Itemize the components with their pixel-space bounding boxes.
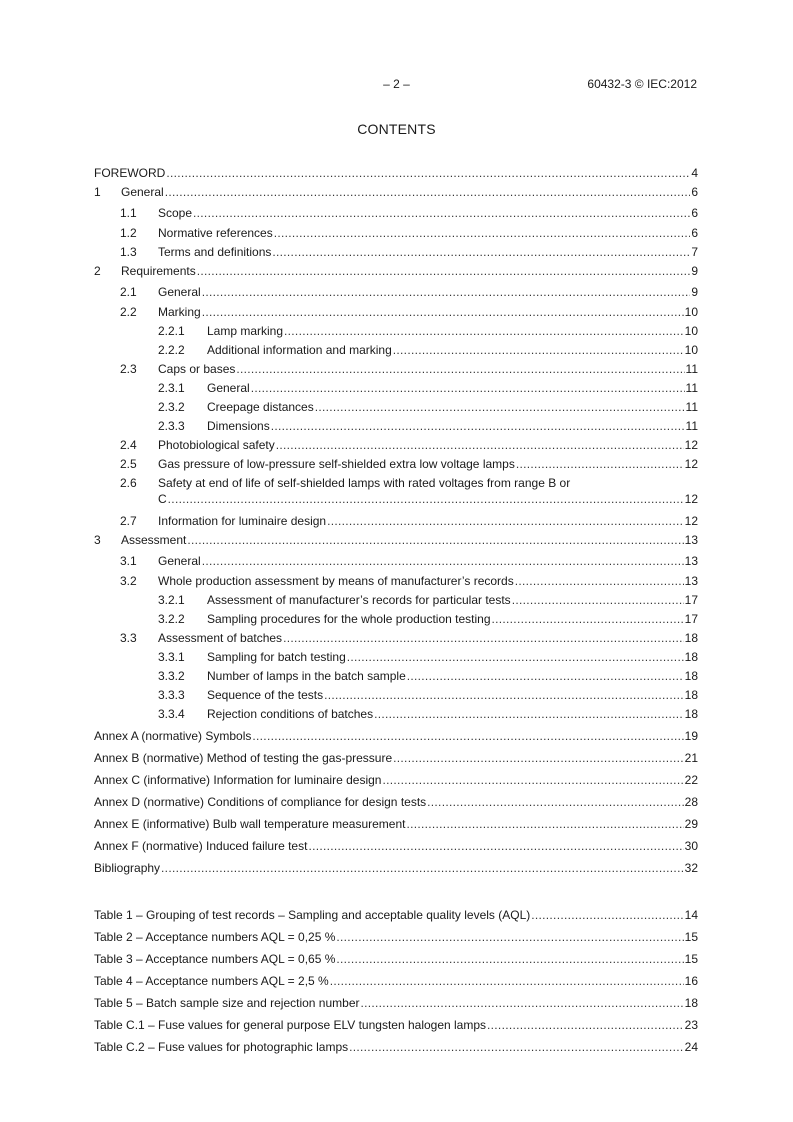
dot-leader <box>512 591 684 610</box>
toc-entry-number: 2.6 <box>120 476 137 490</box>
dot-leader <box>252 725 683 747</box>
toc-entry-text: General <box>158 554 201 568</box>
toc-entry-page: 12 <box>684 457 698 471</box>
dot-leader <box>330 970 684 992</box>
toc-entry-number: 3.2 <box>120 574 137 588</box>
toc-entry-number: 3.3.4 <box>158 707 185 721</box>
dot-leader <box>349 1036 684 1058</box>
toc-entry-page: 21 <box>684 751 698 765</box>
toc-entry-page: 11 <box>685 381 698 395</box>
toc-entry-text: Assessment <box>121 533 187 547</box>
table-entry-page: 23 <box>684 1018 698 1032</box>
toc-entry-page: 18 <box>684 707 698 721</box>
toc-entry-page: 12 <box>684 514 698 528</box>
table-entry-page: 16 <box>684 974 698 988</box>
toc-entry-text: Annex F (normative) Induced failure test <box>94 839 308 853</box>
toc-entry-page: 7 <box>691 245 698 259</box>
table-of-contents <box>94 164 698 879</box>
toc-entry-page: 9 <box>691 264 698 278</box>
dot-leader <box>393 747 683 769</box>
toc-entry-page: 6 <box>691 185 698 199</box>
toc-entry-number: 1.1 <box>120 206 137 220</box>
toc-entry-number: 3.3.1 <box>158 650 185 664</box>
toc-entry[interactable] <box>94 204 698 224</box>
toc-entry-page: 4 <box>691 166 698 180</box>
toc-entry-text: Dimensions <box>207 419 270 433</box>
dot-leader <box>202 283 691 302</box>
toc-entry[interactable] <box>94 379 698 398</box>
toc-entry-page: 30 <box>684 839 698 853</box>
table-entry-page: 18 <box>684 996 698 1010</box>
toc-entry-number: 2.3.2 <box>158 400 185 414</box>
dot-leader <box>487 1014 684 1036</box>
toc-entry-text: Bibliography <box>94 861 161 875</box>
table-entry-page: 15 <box>684 930 698 944</box>
table-entry-page: 15 <box>684 952 698 966</box>
toc-entry-page: 6 <box>691 226 698 240</box>
toc-entry-text: General <box>158 285 201 299</box>
toc-entry-number: 3.3.3 <box>158 688 185 702</box>
dot-leader <box>315 398 685 417</box>
toc-entry-page: 18 <box>684 631 698 645</box>
table-entry-text: Table 4 – Acceptance numbers AQL = 2,5 % <box>94 974 329 988</box>
toc-entry[interactable] <box>94 243 698 262</box>
toc-entry-text: Annex D (normative) Conditions of compliance for design tests <box>94 795 427 809</box>
toc-entry-text: Creepage distances <box>207 400 314 414</box>
toc-entry-text: Additional information and marking <box>207 343 392 357</box>
toc-entry-text: Annex E (informative) Bulb wall temperature measurement <box>94 817 406 831</box>
toc-entry-page: 13 <box>684 554 698 568</box>
dot-leader <box>406 813 683 835</box>
toc-entry-multiline[interactable] <box>94 474 698 512</box>
toc-entry-page: 17 <box>684 593 698 607</box>
page-number: – 2 – <box>383 77 410 91</box>
toc-entry[interactable] <box>94 224 698 243</box>
toc-entry-text: Sampling for batch testing <box>207 650 346 664</box>
toc-entry-number: 3 <box>94 533 101 547</box>
toc-entry-text: Assessment of manufacturer’s records for particular tests <box>207 593 511 607</box>
toc-entry-number: 2.2 <box>120 305 137 319</box>
toc-entry[interactable] <box>94 341 698 360</box>
toc-entry-page: 18 <box>684 669 698 683</box>
toc-entry-annex[interactable] <box>94 835 698 857</box>
toc-entry-annex[interactable] <box>94 725 698 747</box>
toc-entry[interactable] <box>94 572 698 591</box>
dot-leader <box>324 686 684 705</box>
toc-entry[interactable] <box>94 705 698 724</box>
toc-entry-annex[interactable] <box>94 813 698 835</box>
toc-entry-text: Safety at end of life of self-shielded lamps with rated voltages from range B or <box>158 476 571 490</box>
dot-leader <box>492 610 684 629</box>
toc-entry-annex[interactable] <box>94 769 698 791</box>
toc-entry-text: Marking <box>158 305 201 319</box>
toc-entry-bibliography[interactable] <box>94 857 698 879</box>
page-title: CONTENTS <box>357 121 436 137</box>
toc-entry-text: Caps or bases <box>158 362 236 376</box>
toc-entry-page: 17 <box>684 612 698 626</box>
toc-entry-number: 2.7 <box>120 514 137 528</box>
toc-entry[interactable] <box>94 512 698 531</box>
list-of-tables <box>94 904 698 1058</box>
toc-entry-page: 11 <box>685 419 698 433</box>
dot-leader <box>516 455 684 474</box>
dot-leader <box>283 629 684 648</box>
toc-entry[interactable] <box>94 360 698 379</box>
toc-entry-page: 10 <box>684 343 698 357</box>
table-list-entry[interactable] <box>94 1014 698 1036</box>
dot-leader <box>407 667 684 686</box>
dot-leader <box>336 926 683 948</box>
dot-leader <box>382 769 683 791</box>
dot-leader <box>187 531 683 550</box>
dot-leader <box>236 360 684 379</box>
toc-entry-annex[interactable] <box>94 747 698 769</box>
table-list-entry[interactable] <box>94 992 698 1014</box>
toc-entry-page: 32 <box>684 861 698 875</box>
toc-entry-number: 1.3 <box>120 245 137 259</box>
dot-leader <box>327 512 684 531</box>
toc-entry-text: Terms and definitions <box>158 245 272 259</box>
toc-entry-text: Lamp marking <box>207 324 284 338</box>
document-reference: 60432-3 © IEC:2012 <box>587 77 697 91</box>
dot-leader <box>197 262 691 281</box>
toc-entry-number: 2.3 <box>120 362 137 376</box>
toc-entry-page: 29 <box>684 817 698 831</box>
toc-entry[interactable] <box>94 303 698 322</box>
toc-entry-text: Gas pressure of low-pressure self-shielded extra low voltage lamps <box>158 457 515 471</box>
toc-entry[interactable] <box>94 629 698 648</box>
toc-entry-text: Normative references <box>158 226 273 240</box>
toc-entry-foreword[interactable] <box>94 164 698 183</box>
dot-leader <box>427 791 683 813</box>
dot-leader <box>360 992 683 1014</box>
toc-entry-text: Scope <box>158 206 193 220</box>
toc-entry-page: 18 <box>684 688 698 702</box>
dot-leader <box>271 417 685 436</box>
dot-leader <box>251 379 685 398</box>
toc-entry-annex[interactable] <box>94 791 698 813</box>
table-list-entry[interactable] <box>94 926 698 948</box>
toc-entry-number: 3.1 <box>120 554 137 568</box>
toc-entry[interactable] <box>94 322 698 341</box>
toc-entry[interactable] <box>94 262 698 283</box>
toc-entry-text: Number of lamps in the batch sample <box>207 669 406 683</box>
table-entry-text: Table C.2 – Fuse values for photographic lamps <box>94 1040 349 1054</box>
toc-entry[interactable] <box>94 436 698 455</box>
toc-entry-number: 2.5 <box>120 457 137 471</box>
dot-leader <box>531 904 683 926</box>
toc-entry-page: 9 <box>691 285 698 299</box>
toc-entry-text: Sampling procedures for the whole production testing <box>207 612 491 626</box>
toc-entry-number: 2.2.1 <box>158 324 185 338</box>
toc-entry[interactable] <box>94 648 698 667</box>
dot-leader <box>284 322 684 341</box>
toc-entry-text: Information for luminaire design <box>158 514 327 528</box>
table-list-entry[interactable] <box>94 970 698 992</box>
toc-entry-text: Annex A (normative) Symbols <box>94 729 252 743</box>
dot-leader <box>336 948 683 970</box>
toc-entry[interactable] <box>94 417 698 436</box>
toc-entry-number: 2.3.3 <box>158 419 185 433</box>
toc-entry-number: 3.2.2 <box>158 612 185 626</box>
toc-entry[interactable] <box>94 610 698 629</box>
dot-leader <box>274 224 691 243</box>
toc-entry-number: 3.3 <box>120 631 137 645</box>
toc-entry-number: 1.2 <box>120 226 137 240</box>
table-entry-text: Table 3 – Acceptance numbers AQL = 0,65 % <box>94 952 336 966</box>
toc-entry-page: 10 <box>684 305 698 319</box>
toc-entry[interactable] <box>94 183 698 204</box>
dot-leader <box>165 183 691 202</box>
toc-entry-page: 12 <box>684 492 698 506</box>
toc-entry-text: General <box>121 185 164 199</box>
dot-leader <box>193 204 690 223</box>
toc-entry[interactable] <box>94 552 698 572</box>
toc-entry-text: FOREWORD <box>94 166 166 180</box>
toc-entry-number: 2.3.1 <box>158 381 185 395</box>
dot-leader <box>515 572 684 591</box>
toc-entry-text: Annex B (normative) Method of testing the gas-pressure <box>94 751 393 765</box>
toc-entry-page: 6 <box>691 206 698 220</box>
toc-entry-text-continued: C <box>158 492 167 506</box>
toc-entry-text: Photobiological safety <box>158 438 275 452</box>
dot-leader <box>168 491 684 507</box>
dot-leader <box>272 243 690 262</box>
toc-entry-number: 3.3.2 <box>158 669 185 683</box>
toc-entry-page: 12 <box>684 438 698 452</box>
toc-entry[interactable] <box>94 531 698 552</box>
toc-entry-page: 28 <box>684 795 698 809</box>
table-entry-text: Table 1 – Grouping of test records – Sampling and acceptable quality levels (AQL) <box>94 908 531 922</box>
table-list-entry[interactable] <box>94 904 698 926</box>
toc-entry-number: 2.2.2 <box>158 343 185 357</box>
toc-entry-text: Whole production assessment by means of manufacturer’s records <box>158 574 514 588</box>
toc-entry-number: 2.4 <box>120 438 137 452</box>
dot-leader <box>202 303 684 322</box>
toc-entry[interactable] <box>94 283 698 303</box>
dot-leader <box>308 835 683 857</box>
toc-entry-text: General <box>207 381 250 395</box>
dot-leader <box>276 436 684 455</box>
dot-leader <box>347 648 684 667</box>
table-entry-text: Table C.1 – Fuse values for general purpose ELV tungsten halogen lamps <box>94 1018 487 1032</box>
toc-entry[interactable] <box>94 455 698 474</box>
toc-entry-page: 13 <box>684 574 698 588</box>
toc-entry-page: 11 <box>685 400 698 414</box>
table-entry-page: 14 <box>684 908 698 922</box>
table-entry-page: 24 <box>684 1040 698 1054</box>
dot-leader <box>393 341 684 360</box>
toc-entry-number: 1 <box>94 185 101 199</box>
dot-leader <box>374 705 684 724</box>
toc-entry-page: 22 <box>684 773 698 787</box>
toc-entry-text: Sequence of the tests <box>207 688 324 702</box>
table-list-entry[interactable] <box>94 1036 698 1058</box>
table-entry-text: Table 2 – Acceptance numbers AQL = 0,25 % <box>94 930 336 944</box>
toc-entry[interactable] <box>94 398 698 417</box>
toc-entry-page: 18 <box>684 650 698 664</box>
toc-entry-page: 10 <box>684 324 698 338</box>
table-list-entry[interactable] <box>94 948 698 970</box>
toc-entry-text: Rejection conditions of batches <box>207 707 374 721</box>
toc-entry-number: 2.1 <box>120 285 137 299</box>
table-entry-text: Table 5 – Batch sample size and rejection number <box>94 996 360 1010</box>
toc-entry-text: Annex C (informative) Information for luminaire design <box>94 773 382 787</box>
toc-entry-number: 3.2.1 <box>158 593 185 607</box>
toc-entry-page: 19 <box>684 729 698 743</box>
toc-entry[interactable] <box>94 591 698 610</box>
toc-entry-text: Requirements <box>121 264 196 278</box>
dot-leader <box>161 857 684 879</box>
dot-leader <box>202 552 684 571</box>
toc-entry[interactable] <box>94 686 698 705</box>
dot-leader <box>166 164 690 183</box>
toc-entry-text: Assessment of batches <box>158 631 283 645</box>
toc-entry[interactable] <box>94 667 698 686</box>
toc-entry-number: 2 <box>94 264 101 278</box>
toc-entry-page: 13 <box>684 533 698 547</box>
toc-entry-page: 11 <box>685 362 698 376</box>
